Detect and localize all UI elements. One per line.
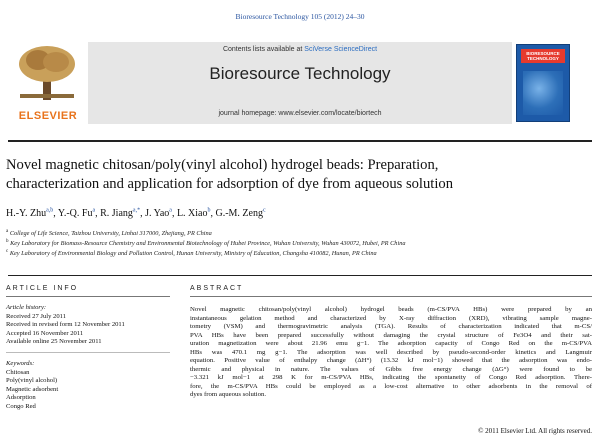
author-separator: , [140, 208, 146, 220]
keyword: Adsorption [6, 394, 36, 402]
author-name: R. Jiang [100, 208, 133, 220]
article-info-rule [6, 296, 170, 297]
author-affiliation-mark: a,* [132, 208, 141, 214]
article-history [6, 304, 170, 347]
tree-icon [16, 44, 78, 102]
author[interactable] [58, 208, 100, 219]
journal-citation[interactable]: Bioresource Technology 105 (2012) 24–30 [235, 12, 365, 21]
author[interactable] [100, 208, 145, 219]
author-separator: , [53, 208, 58, 220]
affiliation-mark: c [6, 249, 9, 254]
history-received: Received 27 July 2011 [6, 312, 67, 320]
history-online: Available online 25 November 2011 [6, 338, 102, 346]
affiliation-text: Key Laboratory of Environmental Biology and Pollution Control, Hunan University, Ministry of Education, Changsha 410082, Hunan, PR China [9, 250, 377, 258]
contents-prefix: Contents lists available at [222, 46, 305, 53]
abstract-text [190, 306, 592, 400]
article-title-line-2: characterization and application for adsorption of dye from aqueous solution [6, 176, 453, 192]
author[interactable] [145, 208, 177, 219]
keywords-label: Keywords: [6, 360, 35, 367]
affiliation-mark: a [6, 229, 9, 234]
article-info-heading: ARTICLE INFO [6, 285, 79, 292]
history-accepted: Accepted 16 November 2011 [6, 329, 84, 337]
abstract-line: uration magnetization were about 21.96 emu g−1. The adsorption capacity of Congo Red on the m-CS/PVA [190, 340, 592, 348]
abstract-line: PVA HBs have been prepared successfully without damaging the crystal structure of Fe3O4 and their sat- [190, 331, 592, 339]
history-revised: Received in revised form 12 November 2011 [6, 321, 125, 329]
cover-title: BIORESOURCE TECHNOLOGY [526, 51, 560, 61]
author-name: L. Xiao [176, 208, 208, 220]
keywords [6, 360, 170, 412]
keyword: Magnetic adsorbent [6, 385, 59, 393]
author-affiliation-mark: b [207, 208, 211, 214]
title-divider [8, 275, 592, 276]
author-affiliation-mark: a,b [46, 208, 54, 214]
keyword: Chitosan [6, 368, 30, 376]
author-name: Y.-Q. Fu [57, 208, 93, 220]
author[interactable] [6, 208, 58, 219]
abstract-line: equation. Positive value of enthalpy change (ΔH°) (13.32 kJ mol−1) showed that the adsorption was endo- [190, 357, 592, 365]
author-affiliation-mark: c [262, 208, 266, 214]
article-title [6, 156, 596, 194]
abstract-line: HBs was 470.1 mg g−1. The adsorption was well described by pseudo-second-order kinetics and Langmuir [190, 348, 592, 356]
abstract-heading: ABSTRACT [190, 285, 244, 292]
abstract-line: tometry (VSM) and thermogravimetric analysis (TGA). Results of characterization indicated that m-CS/ [190, 323, 592, 331]
abstract-line: Novel magnetic chitosan/poly(vinyl alcohol) hydrogel beads (m-CS/PVA HBs) were prepared by an [190, 306, 592, 313]
elsevier-logo[interactable] [8, 42, 86, 124]
abstract-line: fore, the m-CS/PVA HBs could be employed as a low-cost alternative to other adsorbents in the removal of [190, 382, 592, 390]
author-name: H.-Y. Zhu [6, 208, 47, 220]
affiliation-text: College of Life Science, Taizhou University, Linhai 317000, Zhejiang, PR China [9, 230, 212, 238]
abstract-line: dyes from aqueous solution. [190, 391, 267, 399]
abstract-rule [190, 296, 592, 297]
author-affiliation-mark: a [169, 208, 172, 214]
author-separator: , [171, 208, 177, 220]
cover-art [523, 71, 563, 115]
sciencedirect-link[interactable]: SciVerse ScienceDirect [304, 46, 378, 53]
history-label: Article history: [6, 304, 47, 311]
author[interactable] [177, 208, 216, 219]
copyright-notice: © 2011 Elsevier Ltd. All rights reserved. [478, 427, 592, 435]
affiliation-mark: b [6, 239, 9, 244]
journal-title: Bioresource Technology [209, 64, 391, 83]
journal-cover-image[interactable] [516, 44, 570, 122]
article-title-line-1: Novel magnetic chitosan/poly(vinyl alcohol) hydrogel beads: Preparation, [6, 157, 439, 173]
journal-homepage-link[interactable]: journal homepage: www.elsevier.com/locate/biortech [218, 110, 382, 117]
author-name: J. Yao [145, 208, 170, 220]
affiliation-c [6, 247, 596, 258]
keyword: Congo Red [6, 402, 36, 410]
author-list [6, 208, 596, 219]
article-info-divider [6, 352, 170, 353]
author-separator: , [210, 208, 216, 220]
journal-header-panel [88, 42, 512, 124]
author-separator: , [95, 208, 101, 220]
affiliation-text: Key Laboratory for Biomass-Resource Chemistry and Environmental Biotechnology of Hubei Province, Wuhan University, Wuhan 430072, Hubei, PR China [10, 240, 406, 248]
elsevier-wordmark: ELSEVIER [18, 110, 78, 122]
author-affiliation-mark: a [92, 208, 96, 214]
header-divider [8, 140, 592, 142]
author[interactable] [215, 208, 265, 219]
keyword: Poly(vinyl alcohol) [6, 377, 58, 385]
contents-line [88, 46, 512, 53]
abstract-line: instantaneous gelation method and characterized by X-ray diffraction (XRD), vibrating sample magne- [190, 314, 592, 322]
author-name: G.-M. Zeng [215, 208, 263, 220]
abstract-line: −3.321 kJ mol−1 at 298 K for m-CS/PVA HBs, indicating the spontaneity of Congo Red adsorption. There- [190, 374, 592, 382]
abstract-line: thermic and physical in nature. The values of Gibbs free energy change (ΔG°) were found to be [190, 365, 592, 373]
